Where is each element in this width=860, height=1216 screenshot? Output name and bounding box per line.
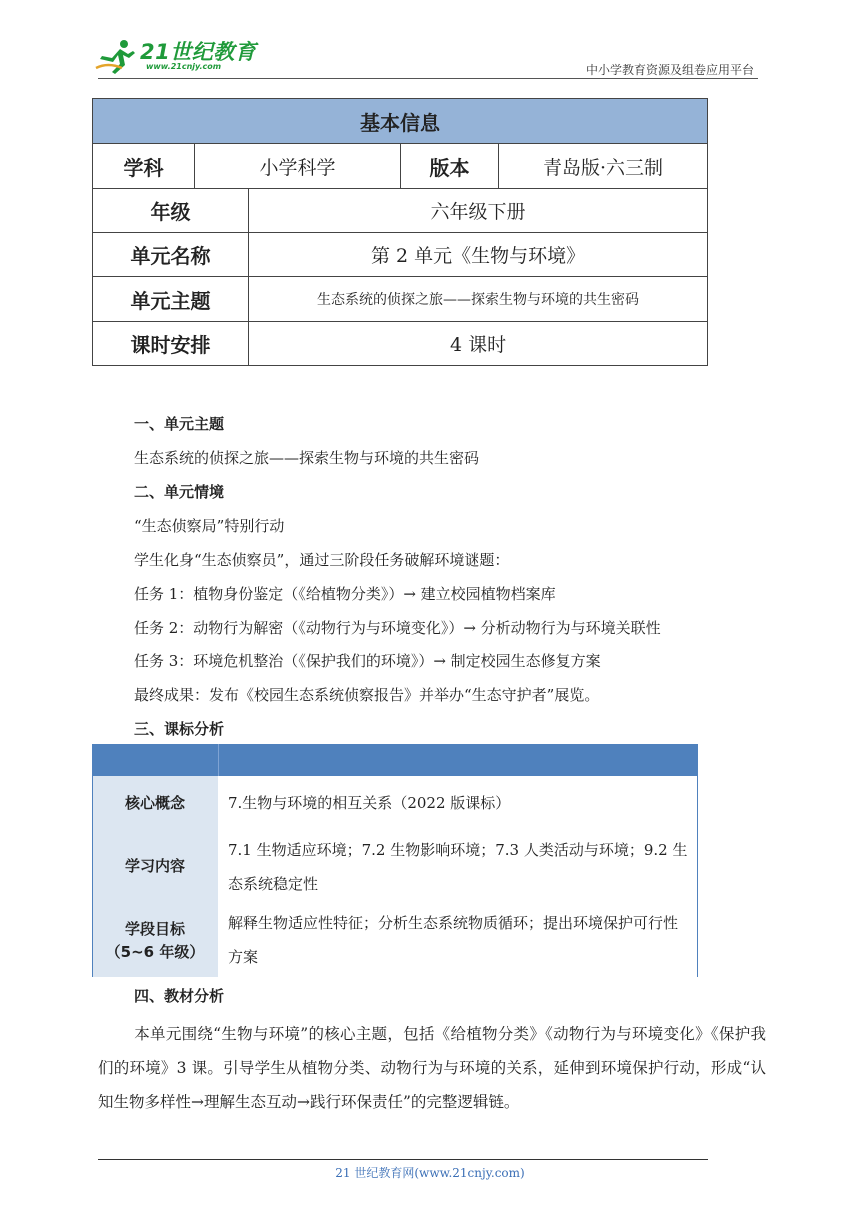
learning-content-label: 学习内容: [124, 857, 185, 875]
grade-value: 六年级下册: [249, 189, 708, 233]
textbook-analysis-text: 本单元围绕“生物与环境”的核心主题，包括《给植物分类》《动物行为与环境变化》《保护我们的环境》3 课。引导学生从植物分类、动物行为与环境的关系，延伸到环境保护行动，形成“认知生物多样性→理解生态互动→践行环保责任”的完整逻辑链。: [98, 1025, 766, 1111]
stage-goal-value: 解释生物适应性特征；分析生态系统物质循环；提出环境保护可行性方案: [228, 914, 679, 966]
situation-line: 最终成果：发布《校园生态系统侦察报告》并举办“生态守护者”展览。: [134, 686, 600, 704]
stage-goal-grade-label: （5~6 年级）: [105, 943, 205, 961]
runner-logo-icon: [94, 38, 138, 76]
grade-label: 年级: [93, 189, 249, 233]
header-platform-text: 中小学教育资源及组卷应用平台: [585, 63, 754, 77]
unit-theme-value: 生态系统的侦探之旅——探索生物与环境的共生密码: [249, 277, 708, 322]
section-3-heading: 三、课标分析: [134, 720, 225, 738]
section-1-text: 生态系统的侦探之旅——探索生物与环境的共生密码: [134, 449, 480, 467]
textbook-analysis-paragraph: [98, 1017, 766, 1119]
unit-theme-label: 单元主题: [93, 277, 249, 322]
core-concept-value: 7.生物与环境的相互关系（2022 版课标）: [228, 794, 511, 812]
header-divider: [98, 78, 758, 79]
logo: [94, 38, 274, 78]
standards-header-divider: [218, 744, 219, 776]
schedule-value: 4 课时: [249, 322, 708, 366]
footer-divider: [98, 1159, 708, 1160]
section-4-heading: 四、教材分析: [134, 987, 225, 1005]
basic-info-title: 基本信息: [93, 99, 708, 144]
edition-label: 版本: [401, 144, 499, 189]
schedule-label: 课时安排: [93, 322, 249, 366]
edition-value: 青岛版·六三制: [499, 144, 708, 189]
footer-link-text[interactable]: 21 世纪教育网(www.21cnjy.com): [335, 1166, 525, 1180]
stage-goal-label: 学段目标: [124, 920, 185, 938]
basic-info-table: [92, 98, 708, 366]
section-1-heading: 一、单元主题: [134, 415, 225, 433]
unit-name-value: 第 2 单元《生物与环境》: [249, 233, 708, 277]
standards-header-bar: [92, 744, 698, 776]
curriculum-standards-table: [92, 744, 698, 977]
page-header: [0, 0, 860, 80]
logo-url: www.21cnjy.com: [146, 62, 222, 71]
situation-line: 任务 3：环境危机整治（《保护我们的环境》）→ 制定校园生态修复方案: [134, 652, 601, 670]
core-concept-label: 核心概念: [124, 794, 185, 812]
learning-content-value: 7.1 生物适应环境；7.2 生物影响环境；7.3 人类活动与环境；9.2 生态系统稳定性: [228, 841, 688, 893]
section-2-heading: 二、单元情境: [134, 483, 225, 501]
situation-line: 学生化身“生态侦察员”，通过三阶段任务破解环境谜题：: [134, 551, 510, 569]
subject-label: 学科: [93, 144, 195, 189]
logo-text: 21世纪教育: [140, 40, 257, 64]
situation-line: “生态侦察局”特别行动: [134, 517, 285, 535]
standards-border-right: [697, 776, 698, 977]
subject-value: 小学科学: [195, 144, 401, 189]
unit-name-label: 单元名称: [93, 233, 249, 277]
situation-line: 任务 1：植物身份鉴定（《给植物分类》）→ 建立校园植物档案库: [134, 585, 556, 603]
situation-line: 任务 2：动物行为解密（《动物行为与环境变化》）→ 分析动物行为与环境关联性: [134, 619, 661, 637]
